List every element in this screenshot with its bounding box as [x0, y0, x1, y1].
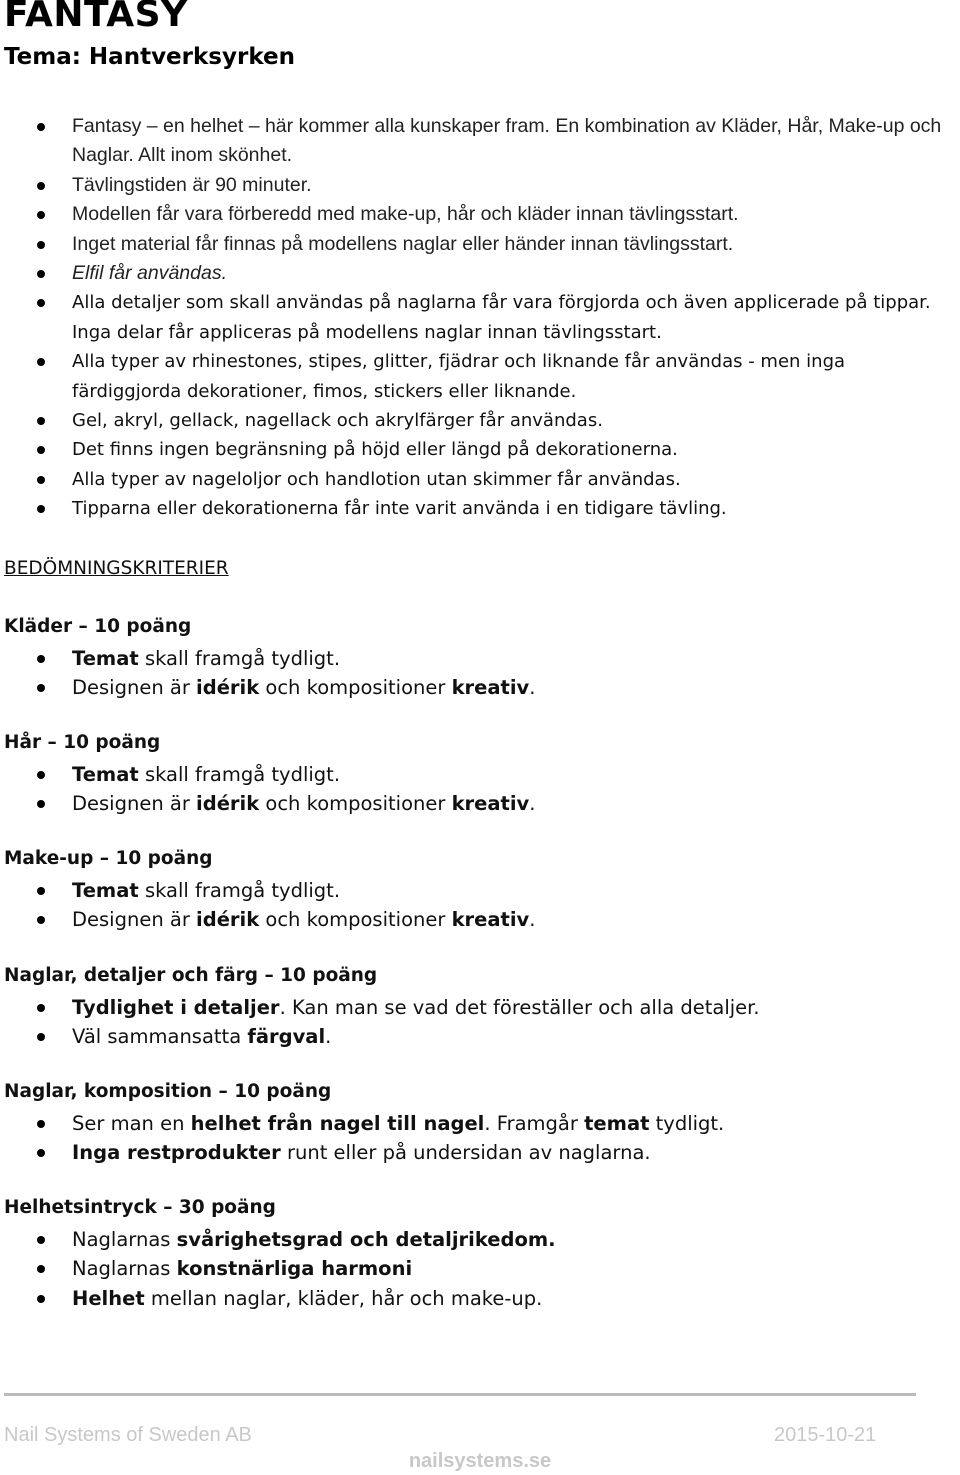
text-run: .	[529, 676, 536, 700]
text-run: skall framgå tydligt.	[138, 647, 341, 670]
footer-divider	[4, 1393, 916, 1396]
bullet-icon	[37, 505, 45, 513]
text-run: runt eller på undersidan av naglarna.	[280, 1141, 651, 1165]
section-list-klader	[0, 644, 952, 703]
bullet-icon	[37, 1236, 45, 1244]
list-item	[0, 876, 952, 905]
text-run: Inga restprodukter	[72, 1141, 281, 1165]
list-item: Tipparna eller dekorationerna får inte varit använda i en tidigare tävling.	[0, 494, 952, 523]
text-run: .	[529, 792, 536, 816]
text-run: konstnärliga harmoni	[176, 1257, 413, 1281]
text-run: skall framgå tydligt.	[138, 763, 341, 786]
list-item: Alla detaljer som skall användas på naglarna får vara förgjorda och även applicerade på tippar. Inga delar får appliceras på modellens naglar innan tävlingsstart.	[0, 288, 952, 347]
bullet-icon	[37, 800, 45, 808]
list-item	[0, 1109, 952, 1138]
rules-list	[0, 112, 952, 524]
text-run: skall framgå tydligt.	[138, 879, 341, 902]
text-run: Temat	[72, 647, 139, 670]
section-heading-klader: Kläder – 10 poäng	[4, 616, 192, 637]
text-run: Designen är	[72, 676, 197, 700]
text-run: Designen är	[72, 908, 197, 932]
text-run: helhet från nagel till nagel	[190, 1112, 485, 1135]
bullet-icon	[37, 446, 45, 454]
list-item: Elfil får användas.	[0, 259, 952, 288]
bullet-icon	[37, 211, 45, 219]
text-run: idérik	[196, 676, 260, 700]
list-item	[0, 673, 952, 702]
list-item: Modellen får vara förberedd med make-up, hår och kläder innan tävlingsstart.	[0, 200, 952, 229]
bullet-icon	[37, 916, 45, 924]
bullet-icon	[37, 123, 45, 131]
footer-website: nailsystems.se	[408, 1450, 552, 1472]
list-item	[0, 1284, 952, 1313]
list-item: Alla typer av nageloljor och handlotion utan skimmer får användas.	[0, 465, 952, 494]
section-list-helhetsintryck	[0, 1225, 952, 1313]
bullet-icon	[37, 417, 45, 425]
text-run: mellan naglar, kläder, hår och make-up.	[144, 1286, 543, 1310]
text-run: Väl sammansatta	[72, 1025, 248, 1049]
section-list-har	[0, 760, 952, 819]
section-list-naglar-detaljer	[0, 993, 952, 1052]
section-heading-helhetsintryck: Helhetsintryck – 30 poäng	[4, 1197, 276, 1218]
list-item: Inget material får finnas på modellens naglar eller händer innan tävlingsstart.	[0, 230, 952, 259]
bullet-icon	[37, 1149, 45, 1157]
text-run: kreativ	[451, 792, 530, 816]
text-run: svårighetsgrad och detaljrikedom.	[176, 1228, 556, 1251]
list-item: Alla typer av rhinestones, stipes, glitter, fjädrar och liknande får användas - men inga färdiggjorda dekorationer, fimos, stickers eller liknande.	[0, 347, 952, 406]
bullet-icon	[37, 1033, 45, 1041]
list-item	[0, 993, 952, 1022]
text-run: kreativ	[451, 676, 530, 700]
bullet-icon	[37, 771, 45, 779]
section-heading-naglar-komposition: Naglar, komposition – 10 poäng	[4, 1081, 332, 1102]
bullet-icon	[37, 684, 45, 692]
bullet-icon	[37, 358, 45, 366]
bullet-icon	[37, 1265, 45, 1273]
list-item: Fantasy – en helhet – här kommer alla kunskaper fram. En kombination av Kläder, Hår, Make-up och Naglar. Allt inom skönhet.	[0, 112, 952, 171]
text-run: Naglarnas	[72, 1228, 177, 1251]
document-subtitle: Tema: Hantverksyrken	[4, 44, 295, 70]
text-run: färgval	[247, 1025, 326, 1049]
bullet-icon	[37, 476, 45, 484]
footer-date: 2015-10-21	[774, 1424, 877, 1446]
text-run: .	[529, 908, 536, 932]
footer-company: Nail Systems of Sweden AB	[4, 1424, 252, 1446]
text-run: Temat	[72, 763, 139, 786]
text-run: Temat	[72, 879, 139, 902]
list-item	[0, 1225, 952, 1254]
list-item	[0, 1254, 952, 1283]
bullet-icon	[37, 1004, 45, 1012]
bullet-icon	[37, 887, 45, 895]
text-run: . Framgår	[484, 1112, 585, 1135]
text-run: och kompositioner	[259, 792, 452, 816]
section-list-makeup	[0, 876, 952, 935]
text-run: och kompositioner	[259, 676, 452, 700]
list-item: Gel, akryl, gellack, nagellack och akrylfärger får användas.	[0, 406, 952, 435]
list-item	[0, 1138, 952, 1167]
text-run: Helhet	[72, 1286, 145, 1310]
section-heading-makeup: Make-up – 10 poäng	[4, 848, 213, 869]
bullet-icon	[37, 270, 45, 278]
text-run: .	[325, 1025, 332, 1049]
bullet-icon	[37, 655, 45, 663]
text-run: Naglarnas	[72, 1257, 177, 1281]
list-item	[0, 1022, 952, 1051]
text-run: idérik	[196, 908, 260, 932]
text-run: idérik	[196, 792, 260, 816]
text-run: tydligt.	[649, 1112, 725, 1135]
text-run: Designen är	[72, 792, 197, 816]
list-item	[0, 760, 952, 789]
text-run: temat	[584, 1112, 650, 1135]
bullet-icon	[37, 1120, 45, 1128]
bullet-icon	[37, 241, 45, 249]
list-item	[0, 905, 952, 934]
list-item: Det finns ingen begränsning på höjd eller längd på dekorationerna.	[0, 435, 952, 464]
section-list-naglar-komposition	[0, 1109, 952, 1168]
list-item: Tävlingstiden är 90 minuter.	[0, 171, 952, 200]
text-run: Tydlighet i detaljer	[72, 996, 280, 1019]
bullet-icon	[37, 299, 45, 307]
text-run: Ser man en	[72, 1112, 191, 1135]
bullet-icon	[37, 182, 45, 190]
text-run: kreativ	[451, 908, 530, 932]
text-run: . Kan man se vad det föreställer och alla detaljer.	[279, 996, 760, 1019]
list-item	[0, 789, 952, 818]
document-title: FANTASY	[4, 0, 188, 35]
section-heading-naglar-detaljer: Naglar, detaljer och färg – 10 poäng	[4, 965, 378, 986]
list-item	[0, 644, 952, 673]
criteria-heading: BEDÖMNINGSKRITERIER	[4, 558, 229, 579]
bullet-icon	[37, 1295, 45, 1303]
text-run: och kompositioner	[259, 908, 452, 932]
section-heading-har: Hår – 10 poäng	[4, 732, 161, 753]
